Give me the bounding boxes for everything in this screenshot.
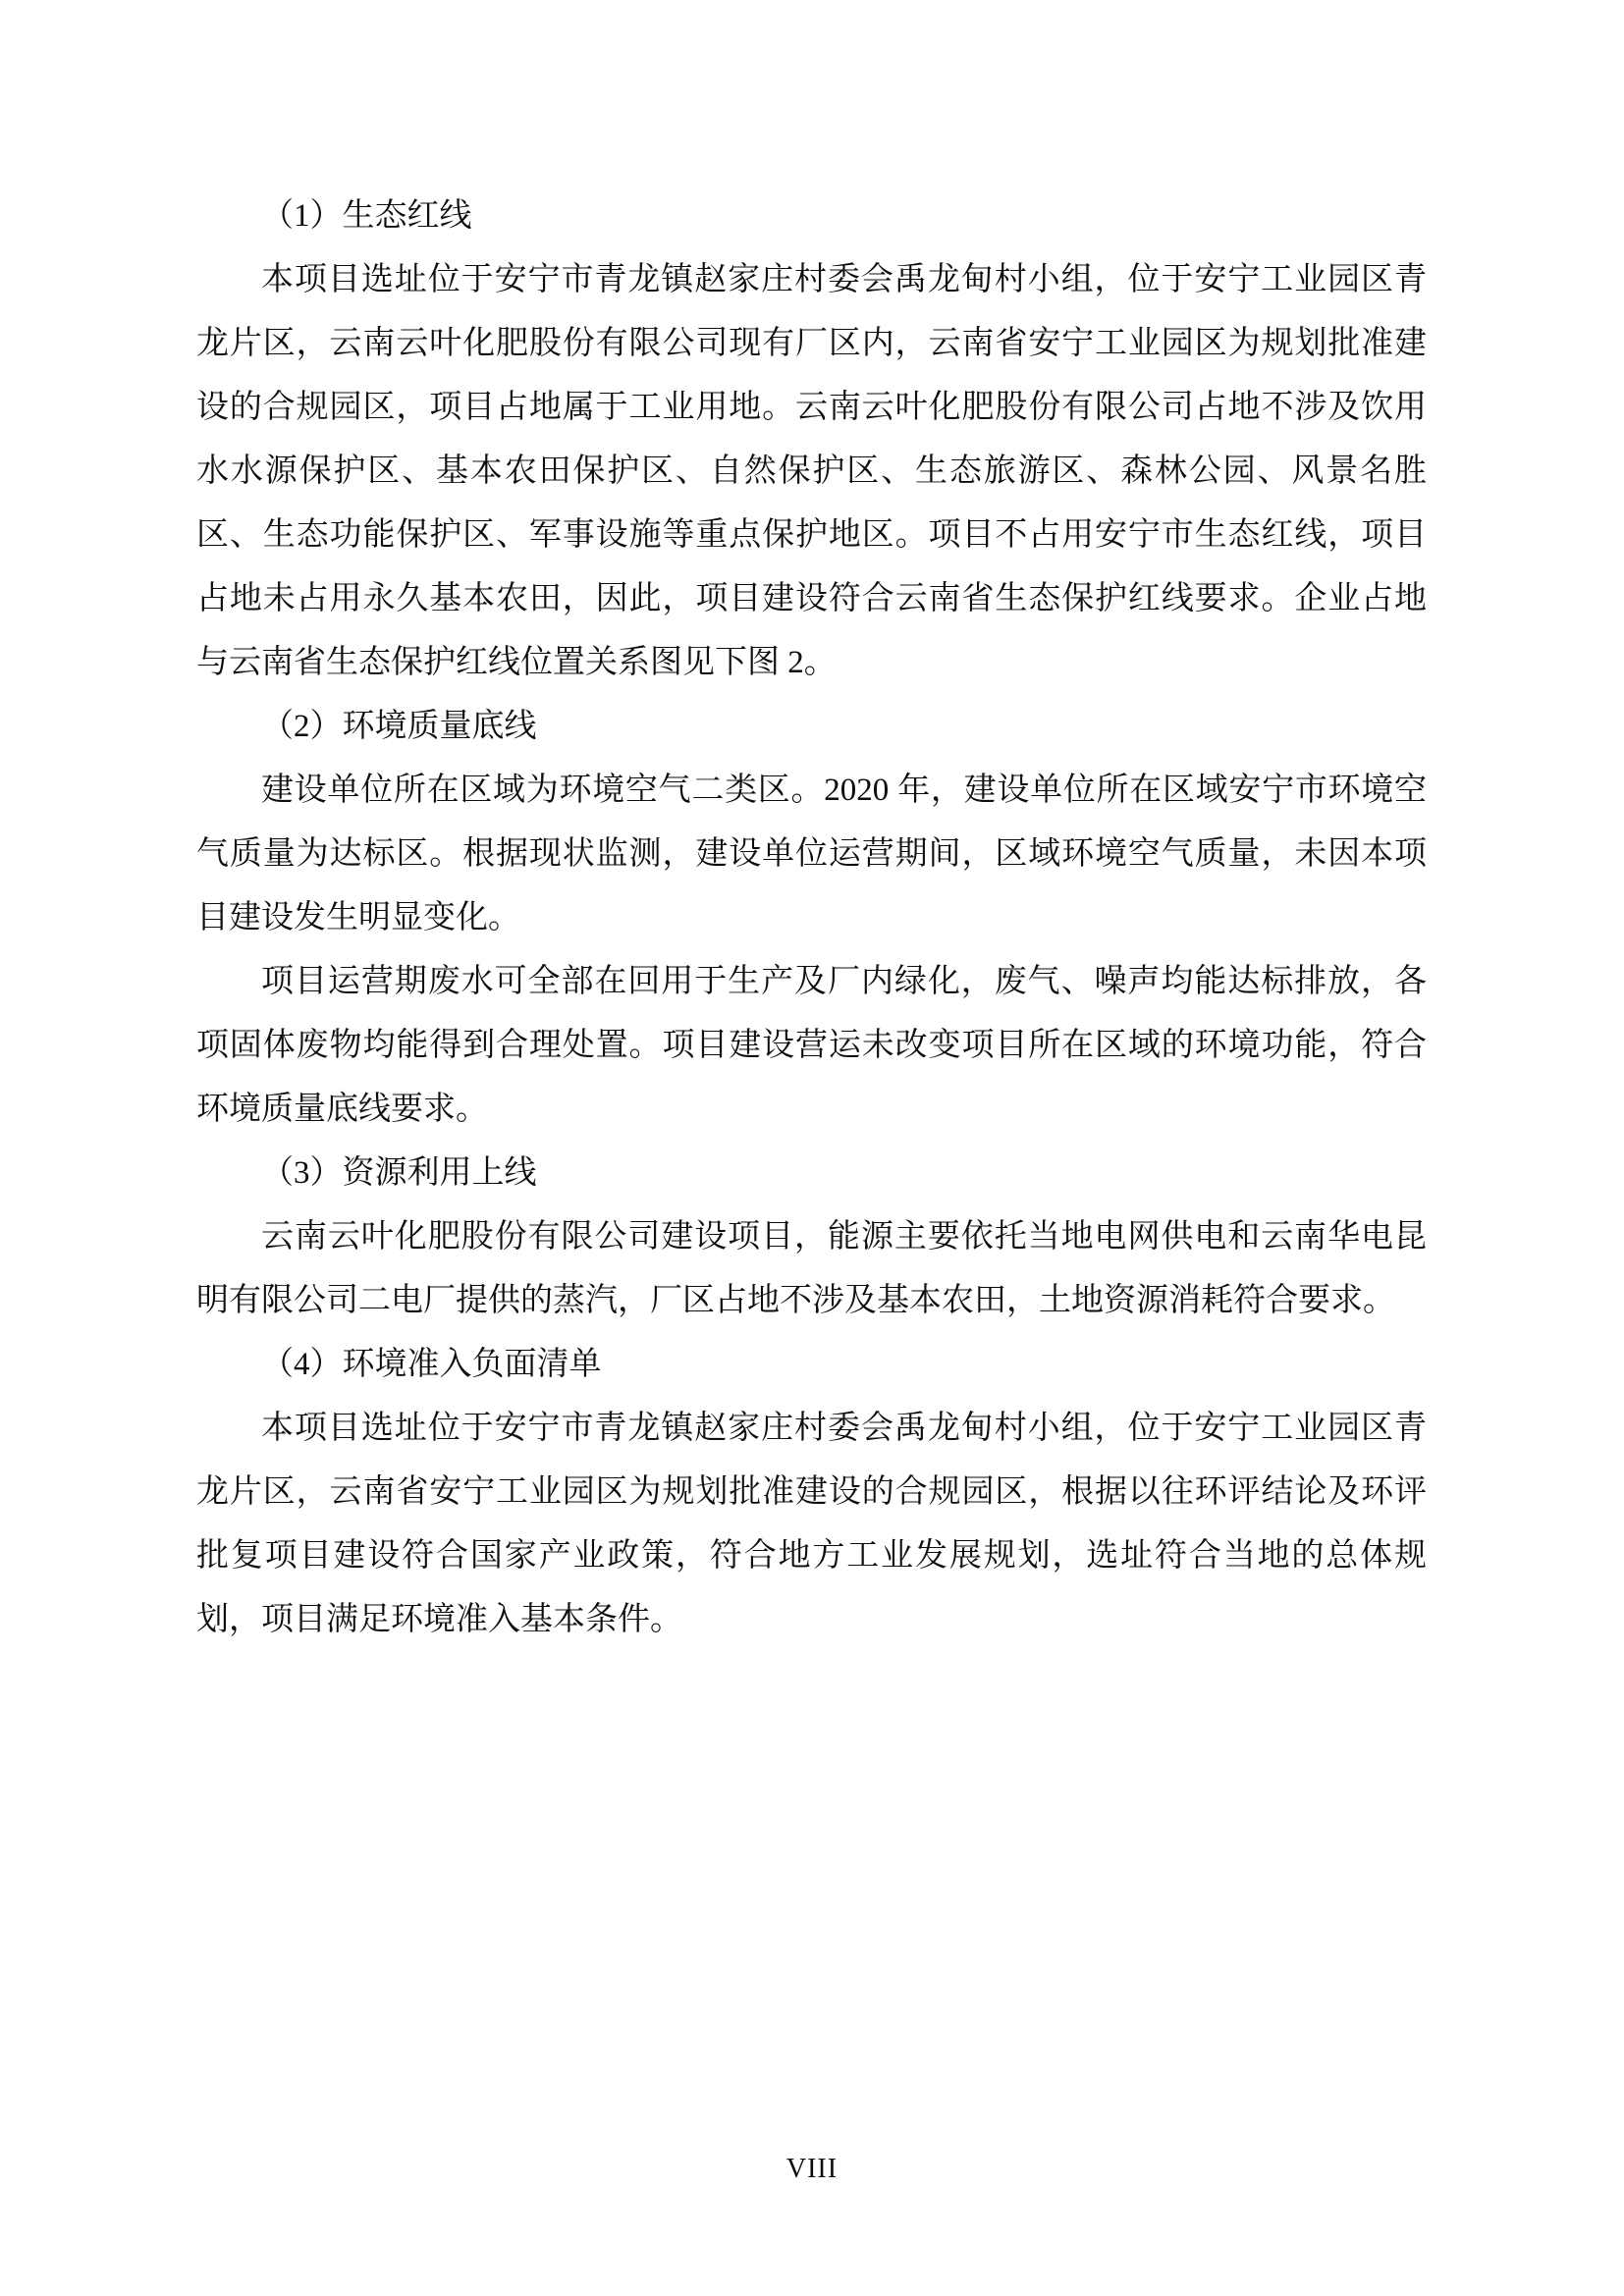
paragraph: 本项目选址位于安宁市青龙镇赵家庄村委会禹龙甸村小组，位于安宁工业园区青龙片区，云南云叶化肥股份有限公司现有厂区内，云南省安宁工业园区为规划批准建设的合规园区，项目占地属于工业用地。云南云叶化肥股份有限公司占地不涉及饮用水水源保护区、基本农田保护区、自然保护区、生态旅游区、森林公园、风景名胜区、生态功能保护区、军事设施等重点保护地区。项目不占用安宁市生态红线，项目占地未占用永久基本农田，因此，项目建设符合云南省生态保护红线要求。企业占地与云南省生态保护红线位置关系图见下图 2。 — [196, 262, 1427, 680]
paragraph: 建设单位所在区域为环境空气二类区。2020 年，建设单位所在区域安宁市环境空气质量为达标区。根据现状监测，建设单位运营期间，区域环境空气质量，未因本项目建设发生明显变化。 — [196, 773, 1427, 935]
section-heading-3: （3）资源利用上线 — [261, 1155, 537, 1191]
paragraph: 云南云叶化肥股份有限公司建设项目，能源主要依托当地电网供电和云南华电昆明有限公司二电厂提供的蒸汽，厂区占地不涉及基本农田，土地资源消耗符合要求。 — [196, 1219, 1427, 1318]
paragraph: 项目运营期废水可全部在回用于生产及厂内绿化，废气、噪声均能达标排放，各项固体废物均能得到合理处置。项目建设营运未改变项目所在区域的环境功能，符合环境质量底线要求。 — [196, 964, 1427, 1127]
section-heading-1: （1）生态红线 — [261, 198, 472, 234]
document-body — [196, 185, 1427, 1652]
section-ecological-redline — [196, 185, 1427, 695]
section-heading-4: （4）环境准入负面清单 — [261, 1347, 602, 1382]
section-resource-utilization-ceiling — [196, 1142, 1427, 1333]
page-number: VIII — [785, 2154, 839, 2184]
section-environmental-quality-baseline — [196, 695, 1427, 1142]
section-heading-2: （2）环境质量底线 — [261, 709, 537, 744]
page-footer — [0, 2153, 1624, 2186]
section-environmental-access-negative-list — [196, 1333, 1427, 1652]
paragraph: 本项目选址位于安宁市青龙镇赵家庄村委会禹龙甸村小组，位于安宁工业园区青龙片区，云南省安宁工业园区为规划批准建设的合规园区，根据以往环评结论及环评批复项目建设符合国家产业政策，符合地方工业发展规划，选址符合当地的总体规划，项目满足环境准入基本条件。 — [196, 1411, 1427, 1637]
